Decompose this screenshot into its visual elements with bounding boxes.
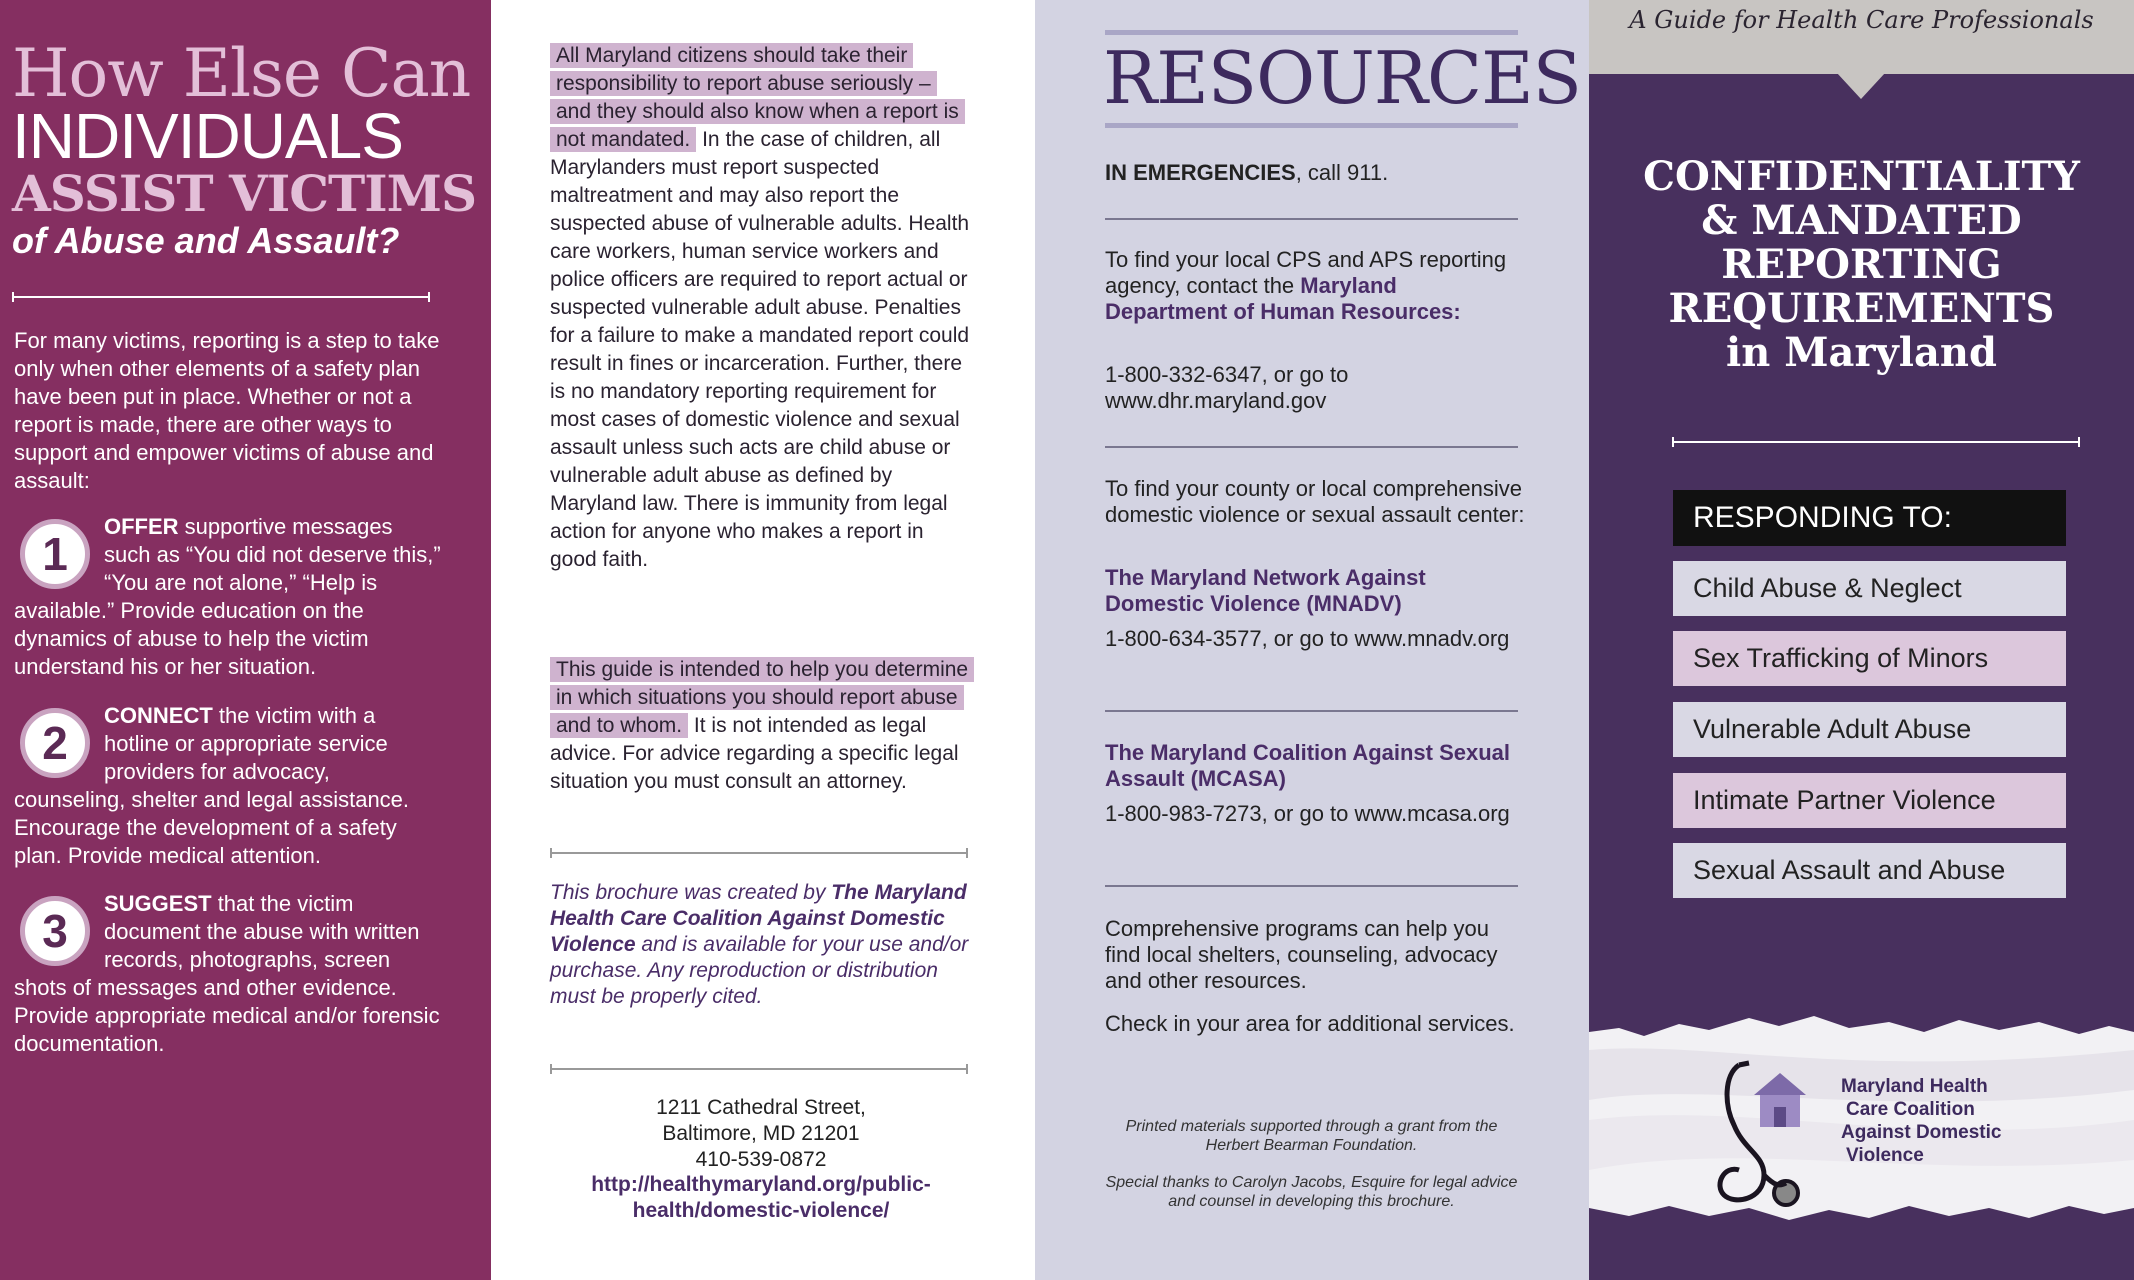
step-keyword: SUGGEST: [104, 891, 212, 916]
step-number-2-icon: 2: [20, 708, 90, 778]
cover-title: [1609, 155, 2114, 375]
cover-title-line: CONFIDENTIALITY: [1643, 153, 2080, 200]
responding-to-header: RESPONDING TO:: [1673, 490, 2066, 546]
credit-text: [550, 880, 970, 1010]
guide-text: A Guide for Health Care Professionals: [1629, 6, 2094, 34]
logo-line: Maryland Health: [1841, 1076, 1988, 1097]
paragraph-text: In the case of children, all Marylanders must report suspected maltreatment and may also report the suspected abuse of vulnerable adults. Health care workers, human service workers and police officers are required to report actual or suspected vulnerable adult abuse. Penalties for a failure to make a mandated report could result in fines or incarceration. Further, there is no mandatory reporting requirement for most cases of domestic violence and sexual assault unless such acts are child abuse or vulnerable adult abuse as defined by Maryland law. There is immunity from legal action for anyone who makes a report in good faith.: [550, 128, 970, 571]
credit-org: The Maryland Health Care Coalition Against Domestic Violence: [550, 881, 967, 956]
step-keyword: CONNECT: [104, 703, 213, 728]
cps-org: Maryland Department of Human Resources:: [1105, 273, 1461, 324]
title-bar-top: [1105, 30, 1518, 35]
step-connect: [14, 702, 444, 870]
topic-intimate-partner: Intimate Partner Violence: [1673, 773, 2066, 828]
address-phone: 410-539-0872: [695, 1148, 827, 1171]
title-line-how-else: How Else Can: [12, 35, 471, 112]
thanks-note: Special thanks to Carolyn Jacobs, Esquire for legal advice and counsel in developing this brochure.: [1105, 1174, 1518, 1210]
title-line-individuals: INDIVIDUALS: [12, 100, 403, 172]
topic-sexual-assault: Sexual Assault and Abuse: [1673, 843, 2066, 898]
address-street: 1211 Cathedral Street,: [656, 1096, 866, 1119]
highlighted-text: This guide is intended to help you determine in which situations you should report abuse and to whom.: [550, 657, 974, 738]
divider: [550, 848, 968, 858]
mnadv-contact: 1-800-634-3577, or go to www.mnadv.org: [1105, 626, 1510, 651]
cover-title-line: & MANDATED: [1701, 197, 2022, 244]
logo-line: Violence: [1846, 1145, 1924, 1166]
credit-post: and is available for your use and/or purchase. Any reproduction or distribution must be properly cited.: [550, 933, 969, 1008]
divider: [1105, 710, 1518, 712]
banner-notch: [1837, 73, 1885, 99]
topic-sex-trafficking: Sex Trafficking of Minors: [1673, 631, 2066, 686]
divider: [12, 292, 430, 302]
step-text: the victim with a hotline or appropriate service providers for advocacy, counseling, shelter and legal assistance. Encourage the development of a safety plan. Provide medical attention.: [14, 703, 410, 868]
title-bar-bottom: [1105, 123, 1518, 128]
highlighted-text: All Maryland citizens should take their responsibility to report abuse seriously – and they should also know when a report is not mandated.: [550, 43, 965, 152]
resources-title: RESOURCES: [1103, 36, 1581, 120]
topic-child-abuse: Child Abuse & Neglect: [1673, 561, 2066, 616]
cover-title-line: REPORTING: [1721, 241, 2002, 288]
cps-contact: 1-800-332-6347, or go to www.dhr.maryland.gov: [1105, 362, 1349, 413]
cover-title-line: REQUIREMENTS: [1668, 285, 2055, 332]
logo-text: [1841, 1075, 2041, 1167]
panel-individuals: [0, 0, 491, 1280]
stethoscope-house-icon: [1704, 1055, 1839, 1215]
title-line-assist-victims: ASSIST VICTIMS: [12, 164, 477, 223]
step-number-3-icon: 3: [20, 896, 90, 966]
cps-text: [1105, 247, 1525, 325]
mcasa-contact: 1-800-983-7273, or go to www.mcasa.org: [1105, 801, 1510, 826]
paragraph-responsibility: [550, 42, 970, 574]
address-block: [541, 1095, 981, 1173]
divider: [1105, 446, 1518, 448]
credit-pre: This brochure was created by: [550, 881, 832, 904]
panel-reporting-info: [491, 0, 1035, 1280]
divider: [550, 1064, 968, 1074]
website-link[interactable]: http://healthymaryland.org/public-health/domestic-violence/: [591, 1173, 931, 1222]
step-number-1-icon: 1: [20, 519, 90, 589]
topic-vulnerable-adult: Vulnerable Adult Abuse: [1673, 702, 2066, 757]
cps-intro: To find your local CPS and APS reporting agency, contact the: [1105, 247, 1507, 298]
mnadv-org: The Maryland Network Against Domestic Violence (MNADV): [1105, 565, 1426, 616]
paragraph-text: It is not intended as legal advice. For advice regarding a specific legal situation you must consult an attorney.: [550, 714, 959, 793]
address-city: Baltimore, MD 21201: [662, 1122, 860, 1145]
mcasa-org: The Maryland Coalition Against Sexual Assault (MCASA): [1105, 740, 1511, 791]
logo-line: Care Coalition: [1846, 1099, 1975, 1120]
step-text: supportive messages such as “You did not deserve this,” “You are not alone,” “Help is available.” Provide education on the dynamics of abuse to help the victim understand his or her situation.: [14, 514, 441, 679]
grant-note: Printed materials supported through a grant from the Herbert Bearman Foundation.: [1125, 1118, 1498, 1154]
emergency-call: , call 911.: [1295, 160, 1389, 185]
programs-text: Comprehensive programs can help you find local shelters, counseling, advocacy and other resources.: [1105, 916, 1498, 993]
divider: [1105, 218, 1518, 220]
intro-text: For many victims, reporting is a step to take only when other elements of a safety plan have been put in place. Whether or not a report is made, there are other ways to support and empower victims of abuse and assault:: [14, 328, 440, 493]
guide-banner: [1589, 0, 2134, 74]
paragraph-guide-purpose: [550, 656, 970, 796]
logo-line: Against Domestic: [1841, 1122, 2002, 1143]
step-keyword: OFFER: [104, 514, 179, 539]
divider: [1105, 885, 1518, 887]
emergency-text: [1105, 160, 1525, 186]
emergency-label: IN EMERGENCIES: [1105, 160, 1296, 185]
panel-resources: [1035, 0, 1589, 1280]
cover-title-line: in Maryland: [1726, 329, 1997, 376]
step-text: that the victim document the abuse with written records, photographs, screen shots of messages and other evidence. Provide appropriate medical and/or forensic documentation.: [14, 891, 440, 1056]
check-text: Check in your area for additional services.: [1105, 1011, 1515, 1036]
divider: [1672, 437, 2080, 447]
step-suggest: [14, 890, 444, 1058]
panel-cover: [1589, 0, 2134, 1280]
step-offer: [14, 513, 444, 681]
dv-intro: To find your county or local comprehensive domestic violence or sexual assault center:: [1105, 476, 1525, 527]
title-line-abuse-assault: of Abuse and Assault?: [12, 220, 400, 261]
